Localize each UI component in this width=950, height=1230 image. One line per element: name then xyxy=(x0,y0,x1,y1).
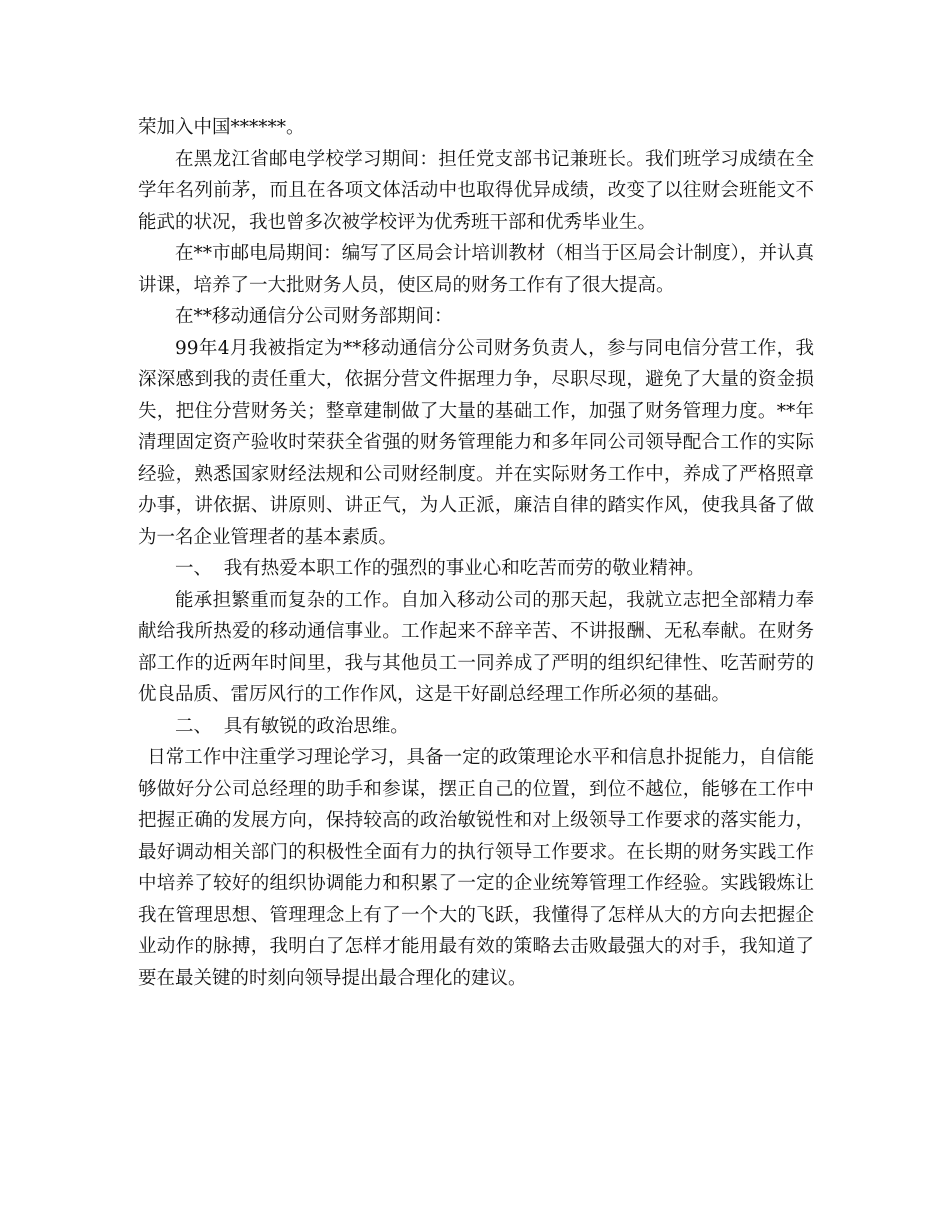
paragraph-mobile-finance-heading: 在**移动通信分公司财务部期间： xyxy=(175,306,453,327)
document-body xyxy=(138,112,814,994)
paragraph-mobile-finance-details: 99年4月我被指定为**移动通信分公司财务负责人，参与同电信分营工作，我深深感到我的责任重大，依据分营文件据理力争，尽职尽现，避免了大量的资金损失，把住分营财务关；整章建制做了大量的基础工作，加强了财务管理力度。**年清理固定资产验收时荣获全省强的财务管理能力和多年同公司领导配合工作的实际经验，熟悉国家财经法规和公司财经制度。并在实际财务工作中，养成了严格照章办事，讲依据、讲原则、讲正气，为人正派，廉洁自律的踏实作风，使我具备了做为一名企业管理者的基本素质。 xyxy=(138,337,814,548)
paragraph-dedication: 能承担繁重而复杂的工作。自加入移动公司的那天起，我就立志把全部精力奉献给我所热爱的移动通信事业。工作起来不辞辛苦、不讲报酬、无私奉献。在财务部工作的近两年时间里，我与其他员工一同养成了严明的组织纪律性、吃苦耐劳的优良品质、雷厉风行的工作作风，这是干好副总经理工作所必须的基础。 xyxy=(138,589,814,705)
paragraph-post-office-period: 在**市邮电局期间：编写了区局会计培训教材（相当于区局会计制度），并认真讲课，培养了一大批财务人员，使区局的财务工作有了很大提高。 xyxy=(138,243,814,296)
paragraph-continuation: 荣加入中国******。 xyxy=(138,117,305,138)
paragraph-political-thinking: 日常工作中注重学习理论学习，具备一定的政策理论水平和信息扑捉能力，自信能够做好分公司总经理的助手和参谋，摆正自己的位置，到位不越位，能够在工作中把握正确的发展方向，保持较高的政治敏锐性和对上级领导工作要求的落实能力，最好调动相关部门的积极性全面有力的执行领导工作要求。在长期的财务实践工作中培养了较好的组织协调能力和积累了一定的企业统筹管理工作经验。实践锻炼让我在管理思想、管理理念上有了一个大的飞跃，我懂得了怎样从大的方向去把握企业动作的脉搏，我明白了怎样才能用最有效的策略去击败最强大的对手，我知道了要在最关键的时刻向领导提出最合理化的建议。 xyxy=(138,747,814,989)
paragraph-school-period: 在黑龙江省邮电学校学习期间：担任党支部书记兼班长。我们班学习成绩在全学年名列前茅，而且在各项文体活动中也取得优异成绩，改变了以往财会班能文不能武的状况，我也曾多次被学校评为优秀班干部和优秀毕业生。 xyxy=(138,148,814,233)
section-heading-two: 二、 具有敏锐的政治思维。 xyxy=(175,715,409,737)
section-heading-one: 一、 我有热爱本职工作的强烈的事业心和吃苦而劳的敬业精神。 xyxy=(175,558,705,579)
